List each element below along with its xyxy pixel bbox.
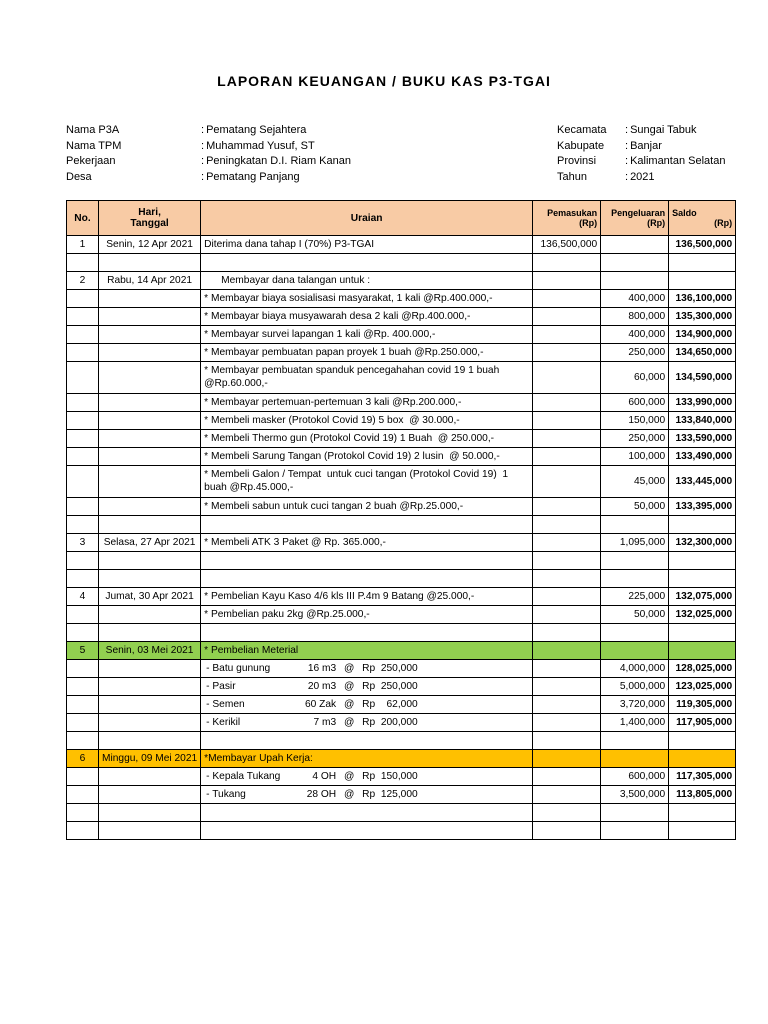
table-row: [67, 308, 736, 326]
info-value: : Sungai Tabuk: [625, 123, 697, 139]
cell-saldo: 123,025,000: [669, 678, 736, 696]
cell-pemasukan: [533, 678, 601, 696]
cell-pengeluaran: 50,000: [601, 606, 669, 624]
cell-date: [99, 498, 201, 516]
cell-pemasukan: [533, 362, 601, 394]
cell-date: [99, 430, 201, 448]
table-header: [67, 201, 736, 236]
table-row: [67, 822, 736, 840]
cell-pemasukan: [533, 308, 601, 326]
cell-pengeluaran: 4,000,000: [601, 660, 669, 678]
cell-pengeluaran: [601, 624, 669, 642]
cell-no: [67, 430, 99, 448]
cell-saldo: 134,590,000: [669, 362, 736, 394]
cell-no: [67, 570, 99, 588]
table-row: [67, 412, 736, 430]
cell-no: 5: [67, 642, 99, 660]
cell-no: [67, 498, 99, 516]
cell-date: [99, 768, 201, 786]
cell-desc: [201, 552, 533, 570]
cell-desc: * Membayar pertemuan-pertemuan 3 kali @Rp.200.000,-: [201, 394, 533, 412]
cell-pengeluaran: [601, 642, 669, 660]
line-item: [204, 771, 529, 782]
cell-no: [67, 362, 99, 394]
line-item: [204, 699, 529, 710]
info-value: : 2021: [625, 170, 655, 186]
report-title: LAPORAN KEUANGAN / BUKU KAS P3-TGAI: [217, 73, 551, 89]
cell-saldo: 133,490,000: [669, 448, 736, 466]
cell-saldo: 135,300,000: [669, 308, 736, 326]
table-row: [67, 660, 736, 678]
cell-pengeluaran: 50,000: [601, 498, 669, 516]
cell-no: [67, 696, 99, 714]
pemasukan-label: Pemasukan: [547, 208, 598, 218]
line-item-qty: 60 Zak: [305, 699, 337, 710]
table-row: [67, 362, 736, 394]
cell-no: [67, 290, 99, 308]
cell-desc: * Pembelian Kayu Kaso 4/6 kls III P.4m 9 Batang @25.000,-: [201, 588, 533, 606]
col-pemasukan: [533, 201, 601, 236]
table-row: [67, 326, 736, 344]
cell-saldo: [669, 624, 736, 642]
cell-no: [67, 552, 99, 570]
cell-date: [99, 732, 201, 750]
table-row: [67, 466, 736, 498]
cell-desc: * Pembelian Meterial: [201, 642, 533, 660]
cell-saldo: [669, 254, 736, 272]
cell-pemasukan: [533, 516, 601, 534]
cell-pengeluaran: 5,000,000: [601, 678, 669, 696]
info-right: [557, 123, 725, 185]
cell-pemasukan: [533, 498, 601, 516]
cell-desc: [201, 768, 533, 786]
line-item-name: - Pasir: [206, 681, 236, 692]
cell-date: [99, 822, 201, 840]
cell-no: [67, 394, 99, 412]
info-value: : Pematang Sejahtera: [201, 123, 306, 139]
cell-desc: [201, 570, 533, 588]
table-row: [67, 344, 736, 362]
table-row: [67, 552, 736, 570]
cell-pengeluaran: 400,000: [601, 326, 669, 344]
cell-saldo: [669, 642, 736, 660]
cell-pengeluaran: [601, 732, 669, 750]
cell-pemasukan: [533, 696, 601, 714]
cell-no: [67, 516, 99, 534]
cell-date: [99, 804, 201, 822]
info-row: [66, 139, 351, 155]
cell-desc: * Membeli ATK 3 Paket @ Rp. 365.000,-: [201, 534, 533, 552]
col-date: [99, 201, 201, 236]
cell-saldo: 119,305,000: [669, 696, 736, 714]
cell-desc: [201, 822, 533, 840]
cell-saldo: 132,075,000: [669, 588, 736, 606]
table-row: [67, 714, 736, 732]
pengeluaran-label: Pengeluaran: [611, 208, 666, 218]
cell-pengeluaran: [601, 804, 669, 822]
cell-saldo: 134,650,000: [669, 344, 736, 362]
line-item: [204, 789, 529, 800]
cell-saldo: [669, 272, 736, 290]
table-row: [67, 570, 736, 588]
line-item-price: Rp 150,000: [362, 771, 418, 782]
info-row: [557, 170, 725, 186]
cell-desc: * Membayar survei lapangan 1 kali @Rp. 400.000,-: [201, 326, 533, 344]
cell-no: [67, 714, 99, 732]
cell-pemasukan: [533, 534, 601, 552]
cell-pemasukan: [533, 624, 601, 642]
info-value: : Banjar: [625, 139, 662, 155]
cell-saldo: 128,025,000: [669, 660, 736, 678]
table-row: [67, 642, 736, 660]
cell-pengeluaran: 60,000: [601, 362, 669, 394]
info-label: Provinsi: [557, 155, 597, 167]
col-hari: Hari,: [138, 207, 161, 218]
cell-no: [67, 660, 99, 678]
cell-desc: [201, 714, 533, 732]
line-item: [204, 681, 529, 692]
info-row: [66, 123, 351, 139]
table-row: [67, 236, 736, 254]
cell-date: [99, 570, 201, 588]
cell-desc: [201, 624, 533, 642]
line-item-name: - Semen: [206, 699, 245, 710]
cell-saldo: 132,300,000: [669, 534, 736, 552]
cell-desc: * Membayar pembuatan spanduk pencegahahan covid 19 1 buah @Rp.60.000,-: [201, 362, 533, 394]
table-row: [67, 804, 736, 822]
cell-desc: [201, 786, 533, 804]
cell-pengeluaran: [601, 822, 669, 840]
saldo-label: Saldo: [672, 208, 697, 218]
col-tanggal: Tanggal: [130, 218, 169, 229]
cell-saldo: 136,100,000: [669, 290, 736, 308]
cell-no: [67, 624, 99, 642]
cell-pemasukan: [533, 394, 601, 412]
saldo-unit: (Rp): [714, 218, 733, 228]
cell-saldo: 113,805,000: [669, 786, 736, 804]
cell-desc: [201, 804, 533, 822]
cell-saldo: 133,445,000: [669, 466, 736, 498]
cell-pengeluaran: 100,000: [601, 448, 669, 466]
cell-pemasukan: [533, 412, 601, 430]
info-label: Pekerjaan: [66, 155, 116, 167]
cell-desc: * Membeli Galon / Tempat untuk cuci tangan (Protokol Covid 19) 1 buah @Rp.45.000,-: [201, 466, 533, 498]
cell-pengeluaran: 250,000: [601, 344, 669, 362]
cell-no: 4: [67, 588, 99, 606]
cell-no: [67, 326, 99, 344]
cell-pemasukan: [533, 714, 601, 732]
info-row: [557, 139, 725, 155]
cell-date: [99, 714, 201, 732]
cell-date: [99, 254, 201, 272]
cell-pengeluaran: 250,000: [601, 430, 669, 448]
info-row: [557, 123, 725, 139]
cell-date: [99, 552, 201, 570]
line-item-qty: 4 OH: [312, 771, 337, 782]
line-item-at: @: [343, 717, 355, 728]
cell-no: [67, 254, 99, 272]
cell-date: [99, 344, 201, 362]
cell-pengeluaran: 150,000: [601, 412, 669, 430]
line-item-name: - Batu gunung: [206, 663, 271, 674]
cell-date: [99, 606, 201, 624]
table-row: [67, 254, 736, 272]
cell-pemasukan: [533, 822, 601, 840]
info-value: : Kalimantan Selatan: [625, 154, 725, 170]
cell-pemasukan: [533, 552, 601, 570]
cell-pemasukan: [533, 344, 601, 362]
cell-date: [99, 516, 201, 534]
cell-no: [67, 466, 99, 498]
cell-pengeluaran: 3,720,000: [601, 696, 669, 714]
cell-saldo: 133,395,000: [669, 498, 736, 516]
cell-pemasukan: [533, 660, 601, 678]
line-item-qty: 7 m3: [313, 717, 337, 728]
cell-pengeluaran: 800,000: [601, 308, 669, 326]
col-pengeluaran: [601, 201, 669, 236]
col-no: No.: [67, 201, 99, 236]
cell-pemasukan: [533, 732, 601, 750]
cell-pengeluaran: 225,000: [601, 588, 669, 606]
cash-book-table: [66, 200, 736, 840]
info-value: : Pematang Panjang: [201, 170, 300, 186]
line-item-qty: 20 m3: [307, 681, 337, 692]
cell-pengeluaran: [601, 570, 669, 588]
cell-no: 6: [67, 750, 99, 768]
line-item-price: Rp 62,000: [362, 699, 418, 710]
cell-pengeluaran: 600,000: [601, 768, 669, 786]
cell-desc: [201, 732, 533, 750]
cell-no: [67, 448, 99, 466]
line-item-name: - Kepala Tukang: [206, 771, 281, 782]
cell-desc: * Membeli Sarung Tangan (Protokol Covid 19) 2 lusin @ 50.000,-: [201, 448, 533, 466]
table-row: [67, 732, 736, 750]
cell-saldo: [669, 750, 736, 768]
line-item-price: Rp 200,000: [362, 717, 418, 728]
cell-saldo: 132,025,000: [669, 606, 736, 624]
cell-date: [99, 394, 201, 412]
info-label: Nama P3A: [66, 124, 120, 136]
table-row: [67, 516, 736, 534]
cell-desc: [201, 696, 533, 714]
cell-no: [67, 606, 99, 624]
line-item-at: @: [343, 699, 355, 710]
cell-pemasukan: [533, 768, 601, 786]
table-row: [67, 430, 736, 448]
cell-desc: * Pembelian paku 2kg @Rp.25.000,-: [201, 606, 533, 624]
cell-pengeluaran: [601, 254, 669, 272]
cell-saldo: [669, 516, 736, 534]
info-label: Tahun: [557, 170, 587, 183]
info-label: Kecamata: [557, 124, 607, 136]
cell-saldo: 117,905,000: [669, 714, 736, 732]
cell-pemasukan: [533, 786, 601, 804]
cell-desc: Membayar dana talangan untuk :: [201, 272, 533, 290]
cell-date: Minggu, 09 Mei 2021: [99, 750, 201, 768]
line-item-name: - Kerikil: [206, 717, 241, 728]
table-row: [67, 678, 736, 696]
pemasukan-unit: (Rp): [579, 218, 598, 228]
cell-pemasukan: [533, 448, 601, 466]
cell-no: 3: [67, 534, 99, 552]
cell-pengeluaran: [601, 552, 669, 570]
cell-desc: * Membayar biaya sosialisasi masyarakat, 1 kali @Rp.400.000,-: [201, 290, 533, 308]
table-row: [67, 448, 736, 466]
cell-date: Senin, 03 Mei 2021: [99, 642, 201, 660]
cell-saldo: 117,305,000: [669, 768, 736, 786]
cell-pemasukan: [533, 430, 601, 448]
info-label: Desa: [66, 170, 92, 183]
table-row: [67, 624, 736, 642]
table-row: [67, 696, 736, 714]
info-value: : Peningkatan D.I. Riam Kanan: [201, 154, 351, 170]
line-item: [204, 663, 529, 674]
table-row: [67, 290, 736, 308]
cell-pengeluaran: [601, 750, 669, 768]
line-item-at: @: [343, 681, 355, 692]
cell-date: [99, 412, 201, 430]
cell-date: [99, 466, 201, 498]
cell-saldo: [669, 804, 736, 822]
cell-pengeluaran: 3,500,000: [601, 786, 669, 804]
cell-no: [67, 678, 99, 696]
cell-pemasukan: [533, 804, 601, 822]
cell-date: [99, 786, 201, 804]
cell-pengeluaran: 45,000: [601, 466, 669, 498]
cell-saldo: 133,590,000: [669, 430, 736, 448]
cell-pemasukan: [533, 570, 601, 588]
cell-desc: [201, 660, 533, 678]
table-row: [67, 606, 736, 624]
cell-pengeluaran: 1,400,000: [601, 714, 669, 732]
line-item-at: @: [343, 789, 355, 800]
col-saldo: [669, 201, 736, 236]
cell-desc: * Membayar pembuatan papan proyek 1 buah @Rp.250.000,-: [201, 344, 533, 362]
info-left: [66, 123, 351, 185]
cell-date: [99, 678, 201, 696]
cell-date: [99, 362, 201, 394]
table-row: [67, 750, 736, 768]
line-item-price: Rp 125,000: [362, 789, 418, 800]
cell-date: [99, 326, 201, 344]
cell-no: [67, 732, 99, 750]
cell-desc: * Membeli masker (Protokol Covid 19) 5 box @ 30.000,-: [201, 412, 533, 430]
cell-saldo: [669, 570, 736, 588]
table-row: [67, 498, 736, 516]
cell-desc: * Membeli Thermo gun (Protokol Covid 19) 1 Buah @ 250.000,-: [201, 430, 533, 448]
cell-desc: [201, 516, 533, 534]
cell-desc: * Membeli sabun untuk cuci tangan 2 buah @Rp.25.000,-: [201, 498, 533, 516]
cell-desc: * Membayar biaya musyawarah desa 2 kali @Rp.400.000,-: [201, 308, 533, 326]
line-item-price: Rp 250,000: [362, 663, 418, 674]
cell-saldo: 133,990,000: [669, 394, 736, 412]
cell-date: [99, 290, 201, 308]
cell-date: [99, 660, 201, 678]
cell-date: [99, 448, 201, 466]
info-label: Kabupate: [557, 139, 605, 152]
cell-date: Rabu, 14 Apr 2021: [99, 272, 201, 290]
cell-desc: *Membayar Upah Kerja:: [201, 750, 533, 768]
cell-pemasukan: [533, 642, 601, 660]
cell-desc: [201, 254, 533, 272]
cell-pemasukan: [533, 254, 601, 272]
table-row: [67, 768, 736, 786]
line-item-price: Rp 250,000: [362, 681, 418, 692]
cell-saldo: 134,900,000: [669, 326, 736, 344]
cell-no: 1: [67, 236, 99, 254]
cell-pemasukan: [533, 290, 601, 308]
cell-pengeluaran: [601, 272, 669, 290]
cell-date: Selasa, 27 Apr 2021: [99, 534, 201, 552]
cell-desc: Diterima dana tahap I (70%) P3-TGAI: [201, 236, 533, 254]
table-row: [67, 534, 736, 552]
cell-no: [67, 412, 99, 430]
table-row: [67, 588, 736, 606]
info-value: : Muhammad Yusuf, ST: [201, 139, 315, 155]
pengeluaran-unit: (Rp): [647, 218, 666, 228]
cell-pengeluaran: 400,000: [601, 290, 669, 308]
table-row: [67, 786, 736, 804]
cell-no: [67, 804, 99, 822]
table-row: [67, 272, 736, 290]
cell-pemasukan: [533, 606, 601, 624]
cell-date: Jumat, 30 Apr 2021: [99, 588, 201, 606]
cell-pemasukan: [533, 750, 601, 768]
cell-no: [67, 308, 99, 326]
cell-saldo: [669, 732, 736, 750]
cell-desc: [201, 678, 533, 696]
cell-pemasukan: [533, 588, 601, 606]
cell-pemasukan: [533, 326, 601, 344]
cell-saldo: 136,500,000: [669, 236, 736, 254]
cell-date: [99, 308, 201, 326]
cell-pengeluaran: [601, 516, 669, 534]
line-item-at: @: [343, 663, 355, 674]
line-item-qty: 28 OH: [306, 789, 337, 800]
line-item-name: - Tukang: [206, 789, 246, 800]
line-item: [204, 717, 529, 728]
cell-pemasukan: [533, 466, 601, 498]
cell-no: [67, 822, 99, 840]
info-row: [557, 154, 725, 170]
cell-no: [67, 344, 99, 362]
cell-pemasukan: [533, 272, 601, 290]
table-row: [67, 394, 736, 412]
info-row: [66, 170, 351, 186]
info-row: [66, 154, 351, 170]
cell-pengeluaran: 600,000: [601, 394, 669, 412]
cell-saldo: [669, 822, 736, 840]
cell-pemasukan: 136,500,000: [533, 236, 601, 254]
cell-saldo: [669, 552, 736, 570]
cell-no: [67, 768, 99, 786]
cell-pengeluaran: [601, 236, 669, 254]
cell-date: [99, 624, 201, 642]
cell-date: Senin, 12 Apr 2021: [99, 236, 201, 254]
cell-no: [67, 786, 99, 804]
line-item-qty: 16 m3: [307, 663, 337, 674]
cell-pengeluaran: 1,095,000: [601, 534, 669, 552]
col-uraian: Uraian: [201, 201, 533, 236]
cell-no: 2: [67, 272, 99, 290]
info-label: Nama TPM: [66, 139, 122, 152]
cell-saldo: 133,840,000: [669, 412, 736, 430]
line-item-at: @: [343, 771, 355, 782]
cell-date: [99, 696, 201, 714]
